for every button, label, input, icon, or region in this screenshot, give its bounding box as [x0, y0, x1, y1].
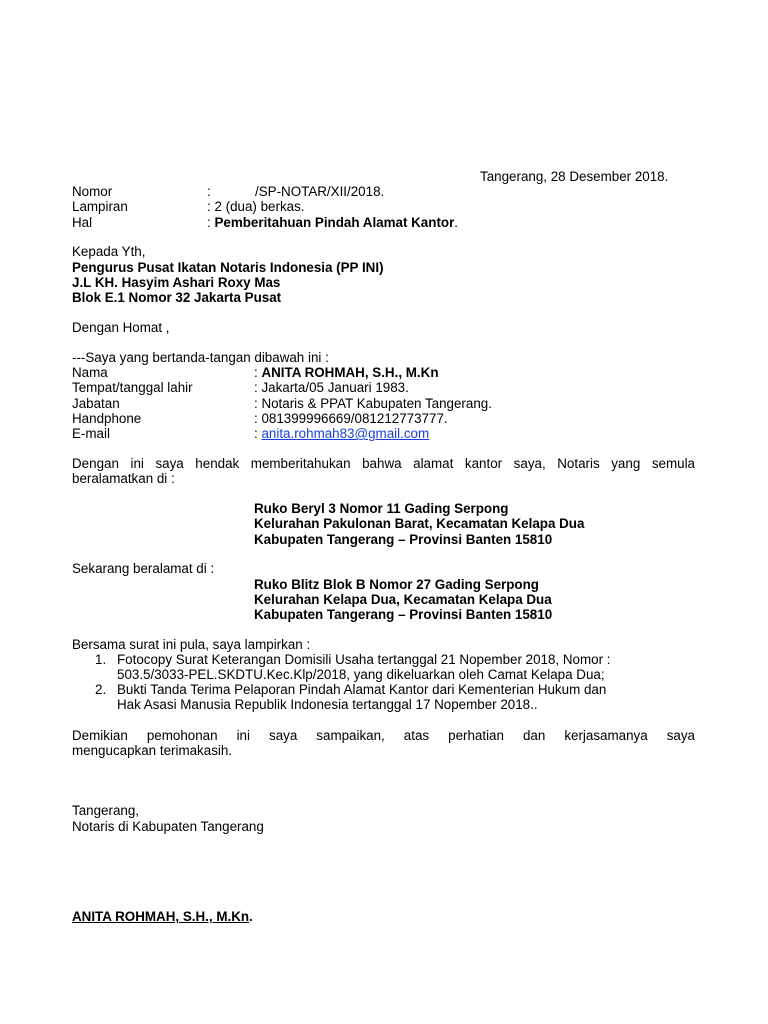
hal-prefix: : [207, 215, 215, 230]
new-address-line-3: Kabupaten Tangerang – Provinsi Banten 15810 [254, 607, 553, 622]
nama-line [254, 365, 439, 381]
signature-title: Notaris di Kabupaten Tangerang [72, 819, 264, 834]
attachment-1-number: 1. [95, 652, 107, 667]
date-line: Tangerang, 28 Desember 2018. [480, 169, 669, 184]
email-label: E-mail [72, 426, 110, 441]
hal-value: Pemberitahuan Pindah Alamat Kantor [214, 215, 455, 230]
body-line-2: beralamatkan di : [72, 471, 175, 486]
old-address-line-2: Kelurahan Pakulonan Barat, Kecamatan Kelapa Dua [254, 516, 585, 531]
jabatan-label: Jabatan [72, 396, 120, 411]
closing-line-1: Demikian pemohonan ini saya sampaikan, atas perhatian dan kerjasamanya saya [72, 728, 695, 743]
ttl-label: Tempat/tanggal lahir [72, 380, 193, 395]
email-prefix: : [254, 426, 262, 441]
hal-line [207, 215, 458, 231]
nomor-value: /SP-NOTAR/XII/2018. [255, 184, 385, 199]
attachment-1-line-1: Fotocopy Surat Keterangan Domisili Usaha tertanggal 21 Nopember 2018, Nomor : [117, 652, 611, 667]
attachment-2-number: 2. [95, 682, 107, 697]
recipient-line-1: Pengurus Pusat Ikatan Notaris Indonesia (PP INI) [72, 260, 384, 275]
attachments-intro: Bersama surat ini pula, saya lampirkan : [72, 637, 311, 652]
nomor-label: Nomor [72, 184, 113, 199]
nama-label: Nama [72, 365, 108, 380]
jabatan-value: : Notaris & PPAT Kabupaten Tangerang. [254, 396, 492, 411]
signature-name: ANITA ROHMAH, S.H., M.Kn [72, 909, 250, 924]
recipient-line-3: Blok E.1 Nomor 32 Jakarta Pusat [72, 290, 282, 305]
handphone-value: : 081399996669/081212773777. [254, 411, 448, 426]
closing-line-2: mengucapkan terimakasih. [72, 743, 233, 758]
old-address-line-1: Ruko Beryl 3 Nomor 11 Gading Serpong [254, 501, 509, 516]
email-line [254, 426, 429, 442]
new-address-line-2: Kelurahan Kelapa Dua, Kecamatan Kelapa Dua [254, 592, 552, 607]
hal-suffix: . [454, 215, 459, 230]
nomor-separator: : [207, 184, 211, 199]
hal-label: Hal [72, 215, 93, 230]
attachment-1-line-2: 503.5/3033-PEL.SKDTU.Kec.Klp/2018, yang dikeluarkan oleh Camat Kelapa Dua; [117, 667, 605, 682]
recipient-greeting: Kepada Yth, [72, 244, 146, 259]
recipient-line-2: J.L KH. Hasyim Ashari Roxy Mas [72, 275, 281, 290]
old-address-line-3: Kabupaten Tangerang – Provinsi Banten 15810 [254, 532, 553, 547]
handphone-label: Handphone [72, 411, 142, 426]
email-link[interactable]: anita.rohmah83@gmail.com [261, 426, 430, 441]
intro-line: ---Saya yang bertanda-tangan dibawah ini : [72, 350, 329, 365]
ttl-value: : Jakarta/05 Januari 1983. [254, 380, 409, 395]
new-address-line-1: Ruko Blitz Blok B Nomor 27 Gading Serpong [254, 577, 539, 592]
attachment-2-line-1: Bukti Tanda Terima Pelaporan Pindah Alamat Kantor dari Kementerian Hukum dan [117, 682, 607, 697]
now-label: Sekarang beralamat di : [72, 561, 215, 576]
body-line-1: Dengan ini saya hendak memberitahukan bahwa alamat kantor saya, Notaris yang semula [72, 456, 695, 471]
lampiran-label: Lampiran [72, 199, 128, 214]
nama-value: ANITA ROHMAH, S.H., M.Kn [261, 365, 439, 380]
attachment-2-line-2: Hak Asasi Manusia Republik Indonesia tertanggal 17 Nopember 2018.. [117, 697, 538, 712]
signature-name-line [72, 909, 253, 925]
nama-prefix: : [254, 365, 262, 380]
lampiran-value: : 2 (dua) berkas. [207, 199, 305, 214]
signature-place: Tangerang, [72, 803, 140, 818]
salutation: Dengan Homat , [72, 320, 170, 335]
signature-name-suffix: . [249, 909, 253, 924]
